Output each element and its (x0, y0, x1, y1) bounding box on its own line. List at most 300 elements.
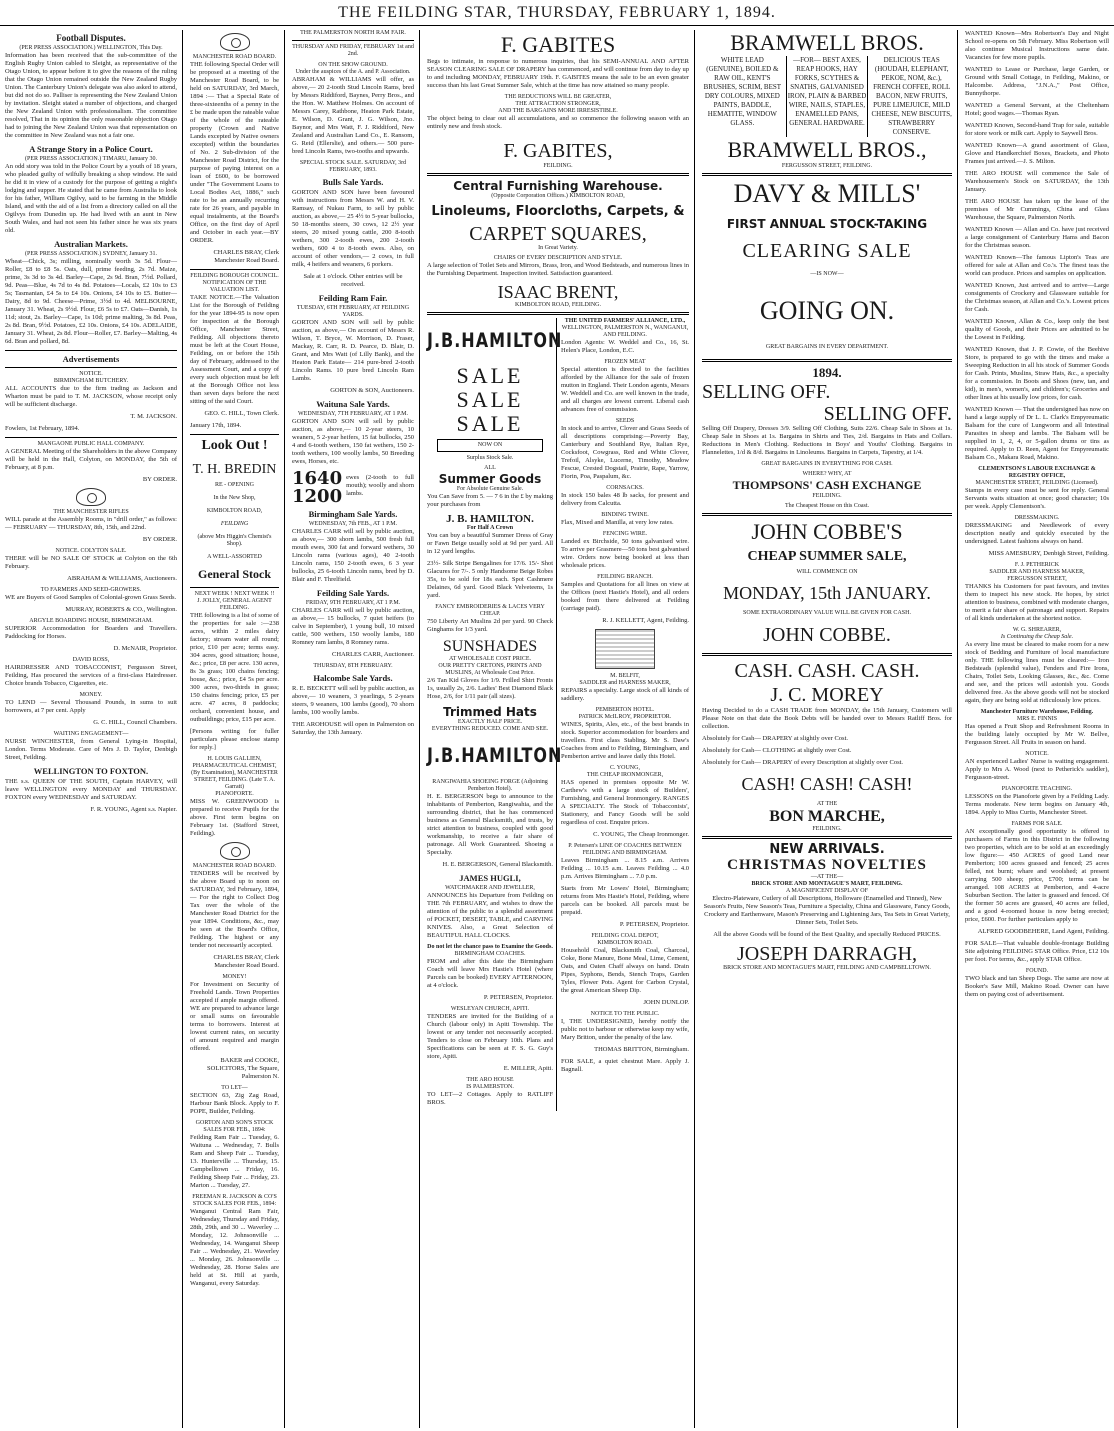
big-note: ewes (2-tooth to full mouth); woolly and shorn lambs. (346, 474, 414, 497)
wanted-10: WANTED Known, Just arrived and to arrive—Large consignments of Crockery and Glassware suitable for the Christmas season, at Allan and Co.'s. Lowest prices for Cash. (965, 282, 1109, 313)
story-sub: (PER PRESS ASSOCIATION.) TIMARU, January 30. (25, 156, 157, 162)
rifles-body: WILL parade at the Assembly Rooms, in "drill order," as follows:— FEBRUARY — THURSDAY, 8th, 15th, and 22nd. (5, 516, 177, 531)
lookout: Look Out ! (201, 438, 268, 453)
young-title: C. YOUNG, (610, 765, 640, 771)
petersen-title: P. Petersen's LINE OF COACHES BETWEEN FEILDING AND BIRMINGHAM. (568, 843, 682, 856)
wanted-5: WANTED Known—A grand assortment of Glass, Glove and Handkerchief Boxes, Brackets, and Photo Frames just arrived.—J. S. Milton. (965, 142, 1109, 165)
hamilton2: J. B. HAMILTON. (446, 513, 534, 525)
twine-body: Flax, Mixed and Manilla, at very low rates. (561, 519, 674, 526)
hamilton-logo-2: J.B.HAMILTON (427, 744, 563, 767)
football-heading: Football Disputes. (56, 33, 126, 43)
pianoforte: PIANOFORTE. (215, 791, 254, 797)
markets-heading: Australian Markets. (54, 239, 128, 249)
carpet-squares: CARPET SQUARES, (469, 223, 647, 245)
bulls-title: Bulls Sale Yards. (322, 177, 384, 187)
bredin-sub5: (above Mrs Higgin's Chemist's Shop). (197, 534, 272, 547)
masthead: THE FEILDING STAR, THURSDAY, FEBRUARY 1, 1894. (0, 0, 1114, 26)
jolly-body: THE following is a list of some of the properties for sale :—238 acres, within 2 miles dairy factory; stream water all round; price, £10 per acre; terms easy. 304 acres, good situation; house, &c.; price, £8 per acre. 130 acres, 8s 3s grass; 100 chains fencing; house, &c.; price, £4 5s per acre. 300 acres, two-thirds in grass; 150 chains fencing; price, £5 per acre. 47 acres, 8 paddocks; orchard, convenient house, and outbuildings; price, £15 per acre. (190, 612, 280, 723)
selling-off-1: SELLING OFF. (702, 381, 831, 403)
great-bargains: GREAT BARGAINS IN EVERYTHING FOR CASH. (761, 461, 893, 467)
colyton-sign: ABRAHAM & WILLIAMS, Auctioneers. (67, 575, 177, 582)
wanted-11: WANTED Known, Allan & Co., keep only the best quality of Goods, and their Prices are admitted to be the Lowest in Feilding. (965, 318, 1109, 341)
mangaone-title: MANGAONE PUBLIC HALL COMPANY. (37, 441, 145, 447)
chairs: CHAIRS OF EVERY DESCRIPTION AND STYLE. (493, 255, 623, 261)
halcombe-date: THURSDAY, 8TH FEBRUARY. (313, 663, 393, 669)
notice1-sub: BIRMINGHAM BUTCHERY. (53, 378, 129, 384)
frozen: FROZEN MEAT (604, 359, 646, 365)
divider (5, 367, 177, 368)
gabites2-sub: FEILDING. (543, 163, 573, 169)
farmers-column (561, 318, 689, 1111)
first-annual: FIRST ANNUAL STOCK-TAKING (726, 217, 928, 231)
cobbe2: JOHN COBBE. (763, 624, 891, 646)
birm-title: Birmingham Sale Yards. (308, 509, 398, 519)
argyle-body: SUPERIOR Accommodation for Boarders and Travellers. Paddocking for Horses. (5, 625, 177, 640)
piano-body: LESSONS on the Pianoforte given by a Feilding Lady. Terms moderate. New term begins on January 4th, 1894. Apply to Miss Curtis, Manchester Street. (965, 793, 1109, 816)
wanted-2: WANTED to Lease or Purchase, large Garden, or Ground with Small Cottage, in Feilding, Makino, or Halcombe. Address, "J.N.A.," Post Office, Bunnythorpe. (965, 66, 1109, 97)
tolet-body: SECTION 63, Zig Zag Road, Harbour Bank Block. Apply to F. POPE, Builder, Feilding. (190, 1092, 279, 1115)
sale-1: SALE (456, 363, 524, 388)
board-sign: CHARLES BRAY, Clerk Manchester Road Board. (213, 249, 279, 264)
seeds: SEEDS (615, 418, 635, 424)
cornsacks-body: In stock 150 bales 48 lb sacks, for present and delivery from Calcutta. (561, 492, 689, 507)
coal-title: FEILDING COAL DEPOT, (591, 933, 659, 939)
church-body: TENDERS are invited for the Building of a Church (labour only) in Apiti Township. The lowest or any tender not necessarily accepted. Tenders to close on February 10th. Plans and Specifications can be seen at F. S. G. Guy's store, Apiti. (427, 1013, 553, 1060)
surplus: Surplus Stock Sale. (466, 455, 514, 461)
seed-title: TO FARMERS AND SEED-GROWERS. (40, 587, 142, 593)
feilding-ram-date: TUESDAY, 6TH FEBRUARY, AT FEILDING YARDS. (296, 305, 410, 318)
half-body: You can buy a beautiful Summer Dress of Gray or Fawn Beige usually sold at 9d per yard. All in 12 yard lengths. (427, 532, 553, 555)
chestnut: FOR SALE, a quiet chestnut Mare. Apply J. Bagnall. (561, 1058, 689, 1073)
mcilroy: PATRICK McILROY, PROPRIETOR. (578, 714, 672, 720)
bramwell-tea: DELICIOUS TEAS (HOUDAH, ELEPHANT, PEKOE, NOM, &c.), FRENCH COFFEE, ROLL BACON, NEW FRUITS, PURE LIMEJUICE, MILD CHEESE, NEW BISCUITS, STRAWBERRY CONSERVE. (871, 56, 952, 136)
money2-sign: BAKER and COOKE, SOLICITORS, The Square, Palmerston N. (207, 1057, 279, 1080)
crest-icon (220, 842, 250, 860)
summer-goods: Summer Goods (438, 472, 542, 486)
wines-body: WINES, Spirits, Ales, etc., of the best brands in stock. Superior accommodation for boarders and travellers. First class Stabling. Mr S. Daw's Coaches from and to Feilding, Birmingham, and Pemberton arrive and leave daily this Hotel. (561, 721, 689, 760)
colyton-body: THERE will be NO SALE OF STOCK at Colyton on the 6th February. (5, 555, 177, 570)
feilding2-title: Feilding Sale Yards. (316, 588, 390, 598)
clements-sub: MANCHESTER STREET, FEILDING (Licensed). (975, 480, 1099, 486)
sunshades-sub: AT WHOLESALE COST PRICE. (448, 656, 531, 662)
carr-sign: CHARLES CARR, Auctioneer. (332, 651, 414, 658)
ramfair-days: THURSDAY AND FRIDAY, FEBRUARY 1st and 2nd. (292, 44, 414, 57)
cheap-summer: CHEAP SUMMER SALE, (747, 549, 907, 564)
morey: J. C. MOREY (770, 684, 884, 706)
feilding-ram-sign: GORTON & SON, Auctioneers. (330, 387, 414, 394)
abs2: Absolutely for Cash— CLOTHING at slightly over Cost. (702, 747, 852, 754)
rifles-title: THE MANCHESTER RIFLES (53, 509, 129, 515)
argyle-sign: D. McNAIR, Proprietor. (113, 645, 177, 652)
wanted-9: WANTED Known—The famous Lipton's Teas are offered for sale at Allan and Co.'s. The finest teas the world can produce. Prices and samples on application. (965, 254, 1109, 277)
central-title: Central Furnishing Warehouse. (453, 179, 663, 193)
selling-off-2: SELLING OFF. (823, 403, 952, 425)
ramfair-ground: ON THE SHOW GROUND. (318, 62, 388, 68)
ross-title: DAVID ROSS, (72, 657, 110, 663)
jolly-note: [Persons writing for fuller particulars please enclose stamp for reply.] (190, 728, 279, 751)
extraordinary: SOME EXTRAORDINARY VALUE WILL BE GIVEN FOR CASH. (743, 610, 911, 616)
cash-excl: CASH! CASH! CASH! (741, 774, 913, 794)
clements-body: Stamps in every case must be sent for reply. General Servants waits situation at once; good character; 10s per week. Apply Clementson's. (965, 487, 1109, 510)
belfit-sub: SADDLER and HARNESS MAKER, (579, 680, 671, 686)
gabites-title: F. GABITES (500, 32, 616, 57)
seeds-body: In stock and to arrive, Clover and Grass Seeds of all descriptions comprising:—Poverty Bay, Canterbury and Southland Rye, Italian Rye, Cocksfoot, Cowgrass, Red and White Clover, Trefoil, Alsyke, Lucerne, Timothy, Meadow Fescue, Crested Dogstail, Prairie, Rape, Yarrow, Fiorin, Poa, Paspalum, &c. (561, 425, 689, 480)
dress-title: DRESSMAKING. (1014, 515, 1060, 521)
forge-sign: H. E. BERGERSON, General Blacksmith. (442, 861, 553, 868)
column-3 (287, 30, 420, 1428)
valuation-sign: GEO. C. HILL, Town Clerk. (204, 410, 279, 417)
sale-2: SALE (456, 387, 524, 412)
waiting-title: WAITING ENGAGEMENT— (53, 731, 129, 737)
freeman-title: FREEMAN R. JACKSON & CO'S STOCK SALES FOR FEB., 1894: (192, 1194, 277, 1207)
gabites-line2: THE ATTRACTION STRONGER, (515, 101, 601, 107)
hugli-sub: WATCHMAKER AND JEWELLER, (445, 885, 535, 891)
church-sign: E. MILLER, Apiti. (503, 1065, 553, 1072)
clements-title: CLEMENTSON'S LABOUR EXCHANGE & REGISTRY OFFICE, (978, 466, 1096, 479)
farms-sign: ALFRED GOODBEHERE, Land Agent, Feilding. (977, 928, 1109, 935)
tenders-sign: CHARLES BRAY, Clerk Manchester Road Board. (213, 954, 279, 969)
waiting-body: NURSE WINCHESTER, from General Lying-in Hospital, London. Terms Moderate. Care of Mrs J. D. Taylor, Denbigh Street, Feilding. (5, 738, 177, 761)
notice-body-6: AN experienced Ladies' Nurse is waiting engagement. Apply to Mrs A. Wood (next to Petherick's saddler), Fergusson-street. (965, 758, 1109, 781)
ramfair-title: THE PALMERSTON NORTH RAM FAIR. (300, 30, 406, 36)
money2-title: MONEY! (222, 974, 247, 980)
money2-body: For Investment on Security of Freehold Lands. Town Properties accepted if ample margin offered. WE are prepared to advance large or small sums on favourable terms to borrowers. Interest at lowest current rates, on security of amount required and margin offered. (190, 981, 279, 1052)
arrivals: NEW ARRIVALS. (769, 842, 885, 857)
shrearer-title: W. G. SHREARER, (1012, 627, 1062, 633)
notice-title: NOTICE TO THE PUBLIC. (590, 1011, 660, 1017)
chairs-body: A large selection of Toilet Sets and Mirrors, Brass, Iron, and Wood Bedsteads, and numerous lines in the Furnishing Department. Inspection invited. Satisfaction guaranteed. (427, 262, 689, 277)
feilding-ram-title: Feilding Ram Fair. (318, 293, 388, 303)
strips: 23½- Silk Stripe Bengalines for 17/6. 15/- Shot Glacures for 7/-. 5 only Handsome Beige Robes 35s, to be sold for 18s each. Spot Cashmere Delaines, 6d yard. Good Black Velveteens, 1s yard. (427, 560, 553, 599)
gabites-line3: AND THE BARGAINS MORE IRRESISTIBLE. (498, 108, 618, 114)
feilding2-body: CHARLES CARR will sell by public auction, as above,— 15 bullocks, 7 quiet heifers (to calve in September), 1 young bull, 10 mixed cattle, 500 wethers, 150 woolly lambs, 180 Romney ram lambs, 8 Romney rams. (292, 607, 414, 646)
coal-sub: KIMBOLTON ROAD. (597, 940, 653, 946)
bargains: GREAT BARGAINS IN EVERY DEPARTMENT. (765, 344, 889, 350)
divider (702, 653, 952, 656)
bon-marche: BON MARCHE, (769, 808, 885, 825)
farmers-title: THE UNITED FARMERS' ALLIANCE, LTD., (564, 318, 686, 324)
notice1-sign: T. M. JACKSON. (130, 413, 177, 420)
young-sub: THE CHEAP IRONMONGER, (586, 772, 664, 778)
waituna-body: GORTON AND SON will sell by public auction, as above,— 10 2-year steers, 10 weaners, 5 2-year heifers, 15 fat bullocks, 250 4 and 6-tooth wethers, 150 fat wethers, 150 2-tooth wethers, 100 woolly lambs, 50 Breeding ewes, Horses, etc. (292, 418, 414, 465)
abs1: Absolutely for Cash— DRAPERY at slightly over Cost. (702, 735, 849, 742)
board-body: THE following Special Order will be proposed at a meeting of the Manchester Road Board, to be held on SATURDAY, 3rd March, 1894 :— That a Special Rate of three-sixteenths of a penny in the £ be made upon the rateable value of the whole of the rateable property (Crown and Native Lands excepted by Native owners excepted) within the boundaries of No. 2 Sub-division of the Manchester Road District, for the purpose of paying interest on a loan of £600, to be borrowed under "The Government Loans to Local Bodies Act, 1886," such rate to be an annually recurring rate for 26 years, and payable in equal instalments, at the Board's Office, on the first day of April and October in each year.—BY ORDER. (190, 61, 279, 244)
markets-body: Wheat—Chick, 3s; milling, nominally worth 3s 5d. Flour—Roller, £8 to £8 5s. Oats, dull, prime feeding, 2s 7d. Maize, prime, 3s 3d to 3s 4d. Barley—Cape, 2s 9d. Bran, 7½d. Pollard, 9d. Peas—Blue, 4s 7d to 4s 8d. Potatoes—Locals, £2 10s to £3 5s; Tasmanian, £4 5s to £4 10s. Onions, £4 10s to £5. Butter—Dairy, 8d to 9d. Cheese—Prime, 3½d to 4d. MELBOURNE, January 31. Wheat, 2s 9½d. Flour, £6 5s to £7. Oats—Danish, 1s 11d; stout, 2s. Barley—Cape, 1s 10d; prime malting, 3s 8d. Peas, 2s 8d. Bran, 9½d. Potatoes, £2 10s. Onions, £4 10s. ADELAIDE, January 31. Wheat, 2s 8d. Flour—Roller, £7. Barley—Malting, 4s 6d. Bran and pollard, 8d. (5, 258, 177, 345)
divider (702, 359, 952, 362)
half: For Half A Crown (466, 525, 514, 531)
branch: FEILDING BRANCH. (597, 574, 653, 580)
notice1-title: NOTICE. (79, 371, 103, 377)
all-above: All the above Goods will be found of the Best Quality, and specially Reduced PRICES. (713, 931, 941, 938)
farmers-sub: WELLINGTON, PALMERSTON N., WANGANUI, AND FEILDING. (561, 325, 689, 338)
foxton-sign: F. R. YOUNG, Agent s.s. Napier. (90, 806, 177, 813)
peth-sub2: FERGUSSON STREET, (1007, 576, 1067, 582)
exactly: EXACTLY HALF PRICE. (457, 719, 523, 725)
big-numbers (292, 470, 414, 506)
foxton-title: WELLINGTON TO FOXTON. (33, 766, 149, 776)
jolly-title: J. JOLLY, GENERAL AGENT FEILDING. (197, 598, 272, 611)
forge-body: H. E. BERGERSON begs to announce to the inhabitants of Pemberton, Rangiwahia, and the surrounding district, that he has commenced business as General Blacksmith, and trusts, by strict attention to business, coupled with good workmanship, to receive a fair share of patronage. All Work Guaranteed. Shoeing a Specialty. (427, 793, 553, 856)
going-on: GOING ON. (759, 296, 895, 325)
ross-body: HAIRDRESSER AND TOBACCONIST, Fergusson Street, Feilding, Has procured the services of a first-class Hairdresser. Choice brands Tobacco, Cigarettes, etc. (5, 664, 177, 687)
bramwell2-title: BRAMWELL BROS., (727, 137, 927, 162)
borough-title: FEILDING BOROUGH COUNCIL. (190, 273, 279, 279)
crest-icon (76, 488, 106, 506)
coaches-sign: P. PETERSEN, Proprietor. (483, 994, 553, 1001)
thompsons-sub: FEILDING. (812, 493, 842, 499)
gabites-body: Begs to intimate, in response to numerous inquiries, that his SEMI-ANNUAL AND AFTER SEASON CLEARING SALE OF DRAPERY has commenced, and will continue from day to day up to and including MONDAY, FEBRUARY 19th. F. GABITES means the sale to be an even greater success than his last Great Summer Sale, which at the time has now attained so many people. (427, 58, 689, 89)
coaches-title: BIRMINGHAM COACHES. (454, 951, 526, 957)
dress-sign: MISS AMESBURY, Denbigh Street, Feilding. (988, 550, 1109, 557)
halcombe-body: R. E. BECKETT will sell by public auction, as above,— 10 weaners, 3 yearlings, 5 2-years steers, 9 weaners, 100 lambs (good), 70 shorn lambs, 100 woolly lambs. (292, 685, 414, 716)
year: 1894. (812, 365, 842, 380)
seed-sign: MURRAY, ROBERTS & CO., Wellington. (65, 606, 177, 613)
xmas: CHRISTMAS NOVELTIES (727, 857, 927, 873)
belfit-body: REPAIRS a specialty. Large stock of all kinds of saddlery. (561, 687, 689, 702)
twine: BINDING TWINE. (601, 512, 649, 518)
gorton-body: Feilding Ram Fair ... Tuesday, 6. Waituna ... Wednesday, 7. Bulls Ram and Sheep Fair ... Tuesday, 13. Hunterville ... Thursday, 15. Campbelltown ... Friday, 16. Feilding Sheep Fair ... Friday, 23. Marton ... Tuesday, 27. (190, 1134, 279, 1189)
petersen-body: Starts from Mr Lowes' Hotel, Birmingham; returns from Mrs Hastie's Hotel, Feilding, where parcels can be booked. All parcels must be prepaid. (561, 885, 689, 916)
hugli-title: JAMES HUGLI, (459, 873, 521, 883)
column-6 (960, 30, 1114, 1428)
mangaone-body: A GENERAL Meeting of the Shareholders in the above Company will be held in the Hall, Colyton, on MONDAY, the 5th of February, at 8 p.m. (5, 448, 177, 471)
money-body: TO LEND — Several Thousand Pounds, in sums to suit borrowers, at 7 per cent. Apply (5, 699, 177, 714)
bramwell-lists (702, 56, 952, 137)
davy-title: DAVY & MILLS' (733, 179, 921, 208)
birm-date: WEDNESDAY, 7th FEB., AT 1 P.M. (308, 521, 398, 527)
young-body: HAS opened in premises opposite Mr W. Carthew's with a large stock of Builders', Furnishing, and General Ironmongery. RANGES A SPECIALTY. The Stock of Tobacconists', Stationery, and Fancy Goods will be sold regardless of cost. Enquire prices. (561, 779, 689, 826)
wanted-3: WANTED a General Servant, at the Cheltenham Hotel; good wages.—Thomas Ryan. (965, 102, 1109, 117)
valuation-body: TAKE NOTICE.—The Valuation List for the Borough of Feilding for the year 1894-95 is now open for inspection at the Borough Office, Manchester Street, Feilding. All objections thereto must be left at the Court House, Feilding, on or before the 15th day of February, addressed to the Assessment Court, and a copy of every such objection must be left at the Borough Office not less than seven days before the next sitting of the said Court. (190, 294, 279, 405)
feilding-ram-body: GORTON AND SON will sell by public auction, as above,— On account of Messrs R. Wilson, T. Bryce, W. Morrison, D. Fraser, Mackay, R. Carr, R. D. Pearce, D. Blair, D. Grant, and Mrs Watt (of Lilly Bank), and the Heaton Park Estate— 214 pure-bred 2-tooth Lincoln Rams. 10 pure bred Lincoln Ram Lambs. (292, 319, 414, 382)
rifles-sign: BY ORDER. (142, 536, 177, 543)
all: ALL (484, 465, 496, 471)
divider (702, 513, 952, 516)
freeman-body: Wanganui Central Ram Fair, Wednesday, Thursday and Friday, 28th, 29th, and 30 ... Waverley ... Monday, 12. Johnsonville ... Wednesday, 14. Wanganui Sheep Fair ... Wednesday, 21. Waverley ... Monday, 26. Johnsonville ... Wednesday, 28. Horse Sales are held at St. Hill at yards, Wanganui, every Saturday. (190, 1208, 279, 1287)
xmas-sub: —AT THE— (810, 874, 844, 880)
big-1200: 1200 (292, 486, 343, 507)
tolet2: TO LET—2 Cottages. Apply to RATLIFF BROS. (427, 1091, 553, 1106)
aro-title: THE ARO HOUSE (466, 1077, 514, 1083)
ads-heading: Advertisements (62, 354, 120, 364)
thompsons: THOMPSONS' CASH EXCHANGE (732, 478, 922, 492)
found-title: FOUND. (1025, 968, 1049, 974)
carpet-sub: In Great Variety. (538, 245, 578, 251)
gallien-title: H. LOUIS GALLIEN, PHARMACEUTICAL CHEMIST, (By Examination), MANCHESTER STREET, FEILDING. (Late T. A. Garratt) (191, 756, 278, 790)
found-body: TWO black and tan Sheep Dogs. The same are now at Booker's Saw Mill, Makino Road. Owner can have them on paying cost of advertisement. (965, 975, 1109, 998)
board-title: MANCHESTER ROAD BOARD. (192, 54, 277, 60)
coaches-body: FROM and after this date the Birmingham Coach will leave Mrs Hastie's Hotel (where Parcels can be booked) EVERY AFTERNOON, at 4 o'clock. (427, 958, 553, 989)
wanted-6: THE ARO HOUSE will commence the Sale of Warehousemen's Stock on SATURDAY, the 13th January. (965, 170, 1109, 193)
big-number-block (292, 470, 342, 506)
nowon: NOW ON (437, 439, 543, 452)
column-1 (0, 30, 183, 1428)
wanted-13: WANTED Known — That the undersigned has now on hand a large supply of Dr L. L. Clark's Empyreumatic Balsam for the cure of Lungworm and all Intestinal Parasites in sheep and lambs. The Balsam will be supplied in 1, 2, 4, or 5-gallon drums or tins as required. Apply to D. Reen, Agent for Empyreumatic Balsam Co., Makara Road, Makino. (965, 406, 1109, 461)
bramwell-lead: WHITE LEAD (GENUINE), BOILED & RAW OIL, KENT'S BRUSHES, SCRIM, BEST DRY COLOURS, MIXED PAINTS, BADDLE, HEMATITE, WINDOW GLASS. (703, 56, 782, 127)
petersen-times: Leaves Birmingham ... 8.15 a.m. Arrives Feilding ... 10.15 a.m. Leaves Feilding ... 4.0 p.m. Arrives Birmingham ... 7.0 p.m. (561, 857, 689, 880)
pemberton: PEMBERTON HOTEL. (595, 707, 655, 713)
halcombe-title: Halcombe Sale Yards. (313, 673, 393, 683)
waituna-title: Waituna Sale Yards. (316, 399, 390, 409)
will-commence: WILL COMMENCE ON (796, 569, 858, 575)
shrearer-body: As every line must be cleared to make room for a new stock of Bedding and Furniture of local manufacture only. THE following lines must be cleared:— Iron Bedsteads (splendid value), Fenders and Fire Irons, Chairs, Toilet Sets, Looking Glasses, &c., &c. Come and see, and the prices will astonish you. Goods delivered free. As the above goods will not be stocked again, they are being sold at ridiculously low prices. (965, 641, 1109, 704)
branch-body: Samples and Quotations for all lines on view at the Offices (next Hastie's Hotel), and all orders booked from there delivered at Feilding (carriage paid). (561, 581, 689, 612)
divider (190, 587, 279, 588)
hugli-body: ANNOUNCES his Departure from Feilding on THE 7th FEBRUARY, and wishes to draw the attention of the public to a splendid assortment of POCKET, DESERT, TABLE, and CARVING KNIVES. Also, a Great Selection of BEAUTIFUL HALL CLOCKS. (427, 892, 553, 939)
magnificent: A MAGNIFICENT DISPLAY OF (786, 888, 868, 894)
cobbe-title: JOHN COBBE'S (751, 519, 903, 544)
argyle-title: ARGYLE BOARDING HOUSE, BIRMINGHAM. (29, 618, 153, 624)
mangaone-sign: BY ORDER. (142, 476, 177, 483)
belfit-title: M. BELFIT, (610, 673, 640, 679)
sunshades: SUNSHADES (442, 638, 538, 655)
money-sign: G. C. HILL, Council Chambers. (93, 719, 177, 726)
dress-body: DRESSMAKING and Needlework of every description neatly and quickly executed by the undersigned. Latest fashions always on hand. (965, 522, 1109, 545)
football-sub: (PER PRESS ASSOCIATION.) WELLINGTON, This Day. (19, 45, 163, 51)
story-body: An odd story was told in the Police Court by a youth of 18 years, who pleaded guilty of wilfully breaking a shop window. He said he did it in view of a custody for the purpose of getting a night's lodging and supper. He stated that he came from Australia to look for his father, William Ogilvy, said to be farming in the Middle Island, and with the aid of a list from a directory called on all the Ogilvys from Dunedin up. He had lived with an aunt in New South Wales, and had not seen his father since he was six years old. (5, 163, 177, 234)
bredin-sub2: In the New Shop, (213, 495, 256, 501)
cretons: OUR PRETTY CRETONS, PRINTS AND MUSLINS, At Wholesale Cost Price. (438, 663, 542, 676)
shrearer-sign: Manchester Furniture Warehouse, Feilding. (980, 709, 1094, 715)
peth-title: F. J. PETHERICK (1014, 562, 1060, 568)
bon-sub: FEILDING. (812, 826, 842, 832)
gloves: 2/6 Tan Kid Gloves for 1/9. Frilled Shirt Fronts 1s, usually 2s, 2/6. Ladies' Best Diamond Black Hose, 2/6, for 1/11 pair (all sizes). (427, 677, 553, 700)
story-heading: A Strange Story in a Police Court. (29, 144, 153, 154)
notice1-date: Fowlers, 1st February, 1894. (5, 425, 80, 432)
shrearer-sub: Is Continuing the Cheap Sale. (1000, 634, 1074, 640)
divider (292, 40, 414, 41)
gabites-line1: THE REDUCTIONS WILL BE GREATER, (504, 94, 612, 100)
waituna-date: WEDNESDAY, 7TH FEBRUARY, AT 1 P.M. (298, 411, 408, 417)
finnis-title: MRS E. FINNIS (1016, 716, 1058, 722)
brick: BRICK STORE AND MONTAGUE'S MART, FEILDING. (751, 881, 903, 887)
arohouse-body: THE AROHOUSE will open in Palmerston on Saturday, the 13th January. (292, 721, 414, 736)
divider (427, 312, 689, 315)
bredin-sub4: FEILDING (220, 521, 249, 527)
divider (5, 350, 177, 351)
ramfair-auspices: Under the auspices of the A. and P. Association. (295, 69, 411, 75)
colyton-title: NOTICE. COLYTON SALE. (55, 548, 127, 554)
coal-body: Household Coal, Blacksmith Coal, Charcoal, Coke, Bone Manure, Bone Meal, Lime, Cement, Oats, and Oaten Chaff always on hand. Drain Pipes, Syphons, Bends, Stench Traps, Garden Tyles, Flower Pots. Agent for Carbon Crystal, the great American Sheep Dip. (561, 947, 689, 994)
divider (5, 437, 177, 438)
foxton-body: THE s.s. QUEEN OF THE SOUTH, Captain HARVEY, will leave WELLINGTON every MONDAY and THURSDAY. FOXTON every WEDNESDAY and SATURDAY. (5, 778, 177, 801)
farms-title: FARMS FOR SALE. (1011, 821, 1063, 827)
brent-sub: KIMBOLTON ROAD, FEILDING. (514, 302, 601, 308)
notice1-body: ALL ACCOUNTS due to the firm trading as Jackson and Wharton must be paid to T. M. JACKSON, whose receipt only will be sufficient discharge. (5, 385, 177, 408)
wire: FENCING WIRE. (602, 531, 648, 537)
tenders-body: TENDERS will be received by the above Board up to noon on SATURDAY, 3rd February, 1894,— For the right to Collect Dog Tax over the whole of the Manchester Road District for the year 1894. Conditions, &c., may be seen at the Board's Office, Feilding. The highest or any tender not necessarily accepted. (190, 870, 279, 949)
piano-title: PIANOFORTE TEACHING. (1001, 786, 1073, 792)
brent: ISAAC BRENT, (497, 282, 619, 302)
shop-illustration (595, 629, 655, 669)
central-sub: (Opposite Corporation Offices.) KIMBOLTON ROAD, (491, 193, 625, 199)
divider (190, 269, 279, 270)
divider (190, 434, 279, 435)
wanted-8: WANTED Known — Allan and Co. have just received a large consignment of Canterbury Hams and Bacon for the Christmas season. (965, 226, 1109, 249)
hamilton-logo: J.B.HAMILTON (427, 329, 563, 352)
bredin-sub1: RE - OPENING (215, 482, 254, 488)
bramwell-axe: —FOR— BEST AXES, REAP HOOKS, HAY FORKS, SCYTHES & SNATHS, GALVANISED IRON, PLAIN & BARBED WIRE, NAILS, STAPLES, ENAMELLED PANS, GENERAL HARDWARE. (786, 56, 869, 137)
forge-title: RANGIWAHIA SHOEING FORGE (Adjoining Pemberton Hotel). (432, 779, 548, 792)
sale-3: SALE (456, 411, 524, 436)
bredin-sub6: A WELL-ASSORTED (207, 554, 262, 560)
bredin-sub3: KIMBOLTON ROAD, (206, 508, 263, 514)
column-2 (185, 30, 285, 1428)
monday: MONDAY, 15th JANUARY. (723, 583, 931, 603)
divider (702, 173, 952, 176)
aro-sub: IS PALMERSTON. (466, 1084, 514, 1090)
everything: EVERYTHING REDUCED. COME AND SEE. (431, 726, 549, 732)
coal-sign: JOHN DUNLOP. (643, 999, 689, 1006)
gabites-note: The object being to clear out all accumulations, and so commence the following season with an entirely new and fresh stock. (427, 115, 689, 130)
at-the: AT THE (816, 801, 838, 807)
farmers-agents: London Agents: W. Weddel and Co., 16, St. Helen's Place, London, E.C. (561, 339, 689, 354)
football-body: Information has been received that the sub-committee of the English Rugby Union cabled to Sleight, as representative of the Otago Union, to appear before it to give the reasons of the ruling that the Otago Union remained outside the New Zealand Rugby Union. The Canterbury Union's delegate was also asked to attend, but did not do so. Palliser is representing the New Zealand Union by invitation. Sleight stated a number of objections, and charged the New Zealand Union with professionalism. The committee resolved, That in its opinion the only reasonable objection Otago had to joining the New Zealand Union was that representation on the committee in New Zealand was not a fair one. (5, 52, 177, 139)
valuation-title: NOTIFICATION OF THE VALUATION LIST. (202, 280, 267, 293)
bramwell2-sub: FERGUSSON STREET, FEILDING. (781, 163, 873, 169)
wanted-12: WANTED Known, that J. P. Cowie, of the Beehive Store, is prepared to go with the times and make a Sweeping Reduction in all his stock of Summer Goods for Cash. Prints, Muslins, Straw Hats, &c., a specialty for a commission. In Boots and Shoes (new, tan, and kid), in men's, women's, and children's; Groceries and other lines at his usually low prices, for cash. (965, 346, 1109, 401)
divider (427, 173, 689, 176)
notice-body: I, THE UNDERSIGNED, hereby notify the public not to harbour or otherwise keep my wife, Mary Britton, under the penalty of the law. (561, 1018, 689, 1041)
bramwell-title: BRAMWELL BROS. (730, 30, 924, 55)
young-sign: C. YOUNG, The Cheap Ironmonger. (593, 831, 689, 838)
gorton-title: GORTON AND SON'S STOCK SALES FOR FEB., 1894: (195, 1120, 274, 1133)
hamilton-column (427, 318, 563, 1111)
save: You Can Save from 5. — 7 6 in the £ by making your purchases from (427, 493, 553, 508)
farms-body: AN exceptionally good opportunity is offered to purchasers of Farms in this District in the following two properties, which are to be sold at an exceedingly low figure:— 450 ACRES of good Land near Pemberton; 100 acres grassed and fenced; 25 acres felled, not burnt; whare and woolshed; at present carrying 500 sheep; price, £700; terms can be arranged. 108 ACRES at Pemberton, and 4-acre Suburban Section. The latter is grassed and fenced. Of the former 50 acres are grassed, 40 acres are felled, and a good 4-roomed house is now being erected; price, £600. For further particulars apply to (965, 828, 1109, 923)
wanted-7: THE ARO HOUSE has taken up the lease of the premises of Mr Cummings, China and Glass Warehouse, the Square, Palmerston North. (965, 198, 1109, 221)
markets-sub: (PER PRESS ASSOCIATION.) SYDNEY, January 31. (25, 251, 157, 257)
miss: Do not let the chance pass to Examine the Goods. (427, 944, 553, 950)
ramfair-sale: SPECIAL STOCK SALE. SATURDAY, 3rd FEBRUARY, 1893. (299, 160, 407, 173)
greenwood-body: MISS W. GREENWOOD is prepared to receive Pupils for the above. First term begins on February 1st. (Stafford Street, Feilding). (190, 798, 279, 837)
branch-sign: R. J. KELLETT, Agent, Feilding. (602, 617, 689, 624)
petersen-sign: P. PETERSEN, Proprietor. (619, 921, 689, 928)
crest-icon (220, 33, 250, 51)
trimmed: Trimmed Hats (443, 705, 537, 719)
feilding2-date: FRIDAY, 9TH FEBRUARY, AT 1 P.M. (305, 600, 401, 606)
money-title: MONEY. (79, 692, 103, 698)
ramfair-body: ABRAHAM & WILLIAMS will offer, as above,— 20 2-tooth Stud Lincoln Rams, bred by Messrs Riddiford, Baynes, Perry Bros., and the Hon. W. Matthew Holmes. On account of Messrs Carey, Rathbone, Heaton Park Estate, E. Wilson, D. Grant, J. G. Wilson, Jno. Baynor, and Mrs Watt, F. J. Riddiford, New Zealand and Australian Land Co., E. Ransom, G. Reid (Ellerslie), and others.— 500 pure-bred Lincoln Rams, two-tooths and upwards. (292, 76, 414, 155)
peth-body: THANKS his Customers for past favours, and invites them to inspect his new stock. He hopes, by strict attention to business, combined with moderate charges, to merit a fair share of patronage and support. Repairs of all kinds undertaken at the shortest notice. (965, 583, 1109, 622)
notice-sign: THOMAS BRITTON, Birmingham. (594, 1046, 689, 1053)
gabites2-title: F. GABITES, (503, 140, 613, 162)
tolet-title: TO LET— (221, 1085, 248, 1091)
liberty: 750 Liberty Art Muslins 2d per yard. 90 Check Ginghams for 1/3 yard. (427, 618, 553, 633)
finnis-body: Has opened a Fruit Shop and Refreshment Rooms in the building lately occupied by Mr W. Bellve, Fergusson Street. All Fruits in season on hand. (965, 723, 1109, 746)
church-title: WESLEYAN CHURCH, APITI. (450, 1006, 530, 1012)
bulls-body: GORTON AND SON have been favoured with instructions from Messrs W. and H. V. Ramsay, of Nukau Farm, to sell by public auction, as above,— 25 4½ to 5-year bullocks, 50 18-months steers, 30 cows, 12 2½ year steers, 20 mixed young cattle, 200 8-tooth wethers, 300 2-tooth ewes, 200 2-tooth wethers, 600 4 to 8-tooth ewes. Also, on account of other vendors,— 2 cows, in full milk, 4 heifers and weaners, 6 porkers. (292, 189, 414, 268)
notice-title-6: NOTICE. (1025, 751, 1049, 757)
bulls-note: Sale at 1 o'clock. Other entries will be received. (303, 273, 403, 288)
wanted-1: WANTED Known—Mrs Robertson's Day and Night School re-opens on 5th February. Miss Robertson will also continue Musical Instructions same date. Vacancies for few more pupils. (965, 30, 1109, 61)
morey-body: Having Decided to do a CASH TRADE from MONDAY, the 15th January, Customers will Please Note on that date the Book Debts will be handed over to Messrs Ratliff Bros. for collection. (702, 707, 952, 730)
birm-body: CHARLES CARR will sell by public auction, as above,— 300 shorn lambs, 500 fresh full mouth ewes, 300 fat and forward wethers, 30 Lincoln rams (various ages), 40 2-tooth Lincoln rams, 150 2-tooth ewes, 6 3 year bullocks, 25 6-tooth Lincoln rams, bred by D. Blair and F. Threlfield. (292, 528, 414, 583)
general-stock: General Stock (198, 567, 271, 581)
is-now: —IS NOW— (810, 271, 844, 277)
divider (702, 836, 952, 839)
cheapest: The Cheapest House on this Coast. (785, 503, 869, 509)
clearing-sale: CLEARING SALE (742, 240, 912, 262)
tenders-title: MANCHESTER ROAD BOARD. (192, 863, 277, 869)
column-5 (697, 30, 958, 1428)
lino: Linoleums, Floorcloths, Carpets, & (431, 204, 685, 219)
wire-body: Landed ex Birchside, 50 tons galvanised wire. To arrive per Grasmere—50 tons best galvanised wire. Orders now being booked at less than wholesale prices. (561, 538, 689, 569)
selling-list: Selling Off Drapery, Dresses 3/9. Selling Off Clothing, Suits 22/6. Cheap Sale in Shoes at 1s. Cheap Sale in Shoes at 1s. Bargains in Shirts and Ties, 2/d. Bargains in Hats and Collars. Reductions in Men's Clothing. Reductions in Boys' and Youths' Clothing. Bargains in Flannelettes, 1/d & 8/d. Bargains in Linoleums. Bargains in Carpets, Tapestry, at 1/4. (702, 425, 952, 456)
forsale: FOR SALE—That valuable double-frontage Building Site adjoining FEILDING STAR Office. Price, £12 10s per foot. For terms, &c., apply STAR Office. (965, 940, 1109, 963)
darragh-sub: BRICK STORE AND MONTAGUE'S MART, FEILDING AND CAMPBELLTOWN. (723, 965, 931, 971)
big-1640: 1640 (292, 468, 343, 489)
